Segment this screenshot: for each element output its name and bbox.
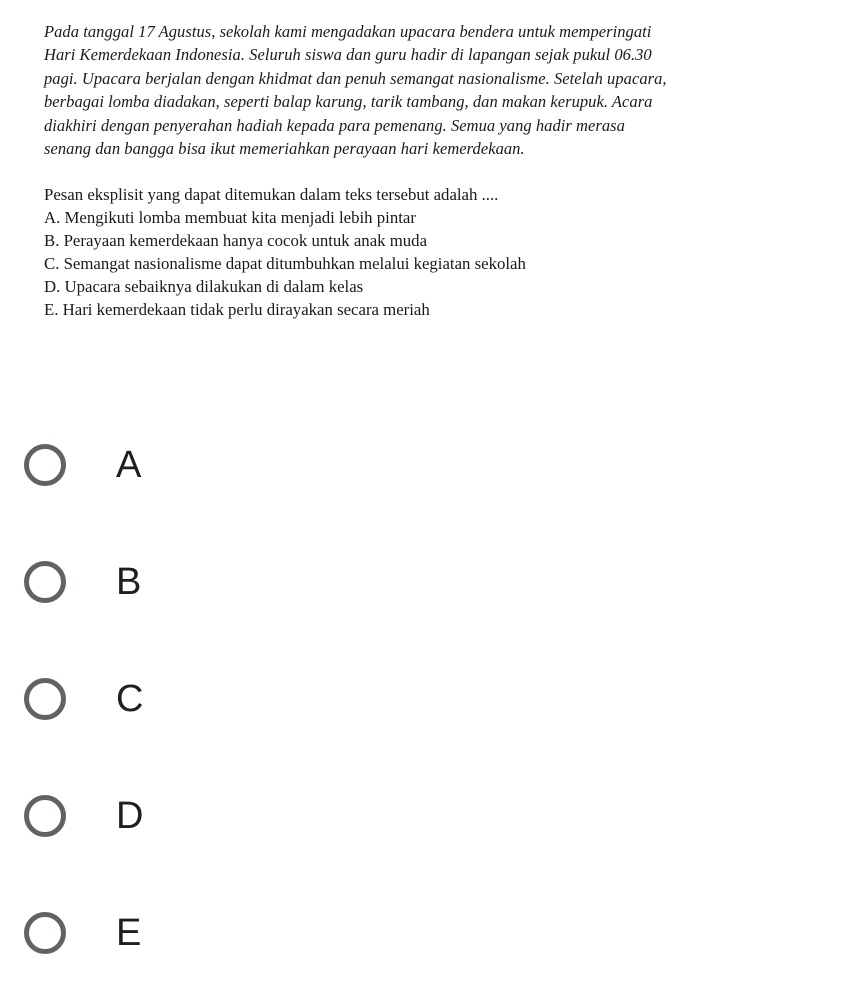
option-d[interactable] (24, 757, 824, 874)
choice-text-e: E. Hari kemerdekaan tidak perlu dirayakan secara meriah (44, 300, 430, 320)
option-label-e: E (116, 911, 142, 954)
radio-button-b[interactable] (24, 561, 66, 603)
passage-line: berbagai lomba diadakan, seperti balap karung, tarik tambang, dan makan kerupuk. Acara (44, 92, 653, 112)
radio-button-c[interactable] (24, 678, 66, 720)
passage-line: Pada tanggal 17 Agustus, sekolah kami mengadakan upacara bendera untuk memperingati (44, 22, 652, 41)
radio-button-d[interactable] (24, 795, 66, 837)
option-b[interactable] (24, 523, 824, 640)
choice-text-b: B. Perayaan kemerdekaan hanya cocok untuk anak muda (44, 231, 428, 251)
choice-text-d: D. Upacara sebaiknya dilakukan di dalam kelas (44, 277, 364, 297)
choice-text-a: A. Mengikuti lomba membuat kita menjadi lebih pintar (44, 208, 416, 228)
option-label-b: B (116, 560, 142, 603)
option-c[interactable] (24, 640, 824, 757)
passage-line: diakhiri dengan penyerahan hadiah kepada para pemenang. Semua yang hadir merasa (44, 115, 625, 135)
choice-text-c: C. Semangat nasionalisme dapat ditumbuhkan melalui kegiatan sekolah (44, 254, 526, 274)
option-e[interactable] (24, 874, 824, 991)
radio-button-e[interactable] (24, 912, 66, 954)
question-image (44, 20, 844, 321)
answer-options (24, 406, 824, 991)
passage-text (44, 20, 844, 160)
passage-line: senang dan bangga bisa ikut memeriahkan perayaan hari kemerdekaan. (44, 139, 525, 159)
option-label-d: D (116, 794, 144, 837)
option-label-c: C (116, 677, 144, 720)
passage-line: pagi. Upacara berjalan dengan khidmat dan penuh semangat nasionalisme. Setelah upacara, (44, 68, 667, 88)
question-prompt: Pesan eksplisit yang dapat ditemukan dalam teks tersebut adalah .... (44, 185, 499, 205)
passage-line: Hari Kemerdekaan Indonesia. Seluruh siswa dan guru hadir di lapangan sejak pukul 06.30 (44, 45, 652, 65)
choices-list (44, 206, 844, 321)
option-a[interactable] (24, 406, 824, 523)
option-label-a: A (116, 443, 142, 486)
radio-button-a[interactable] (24, 444, 66, 486)
